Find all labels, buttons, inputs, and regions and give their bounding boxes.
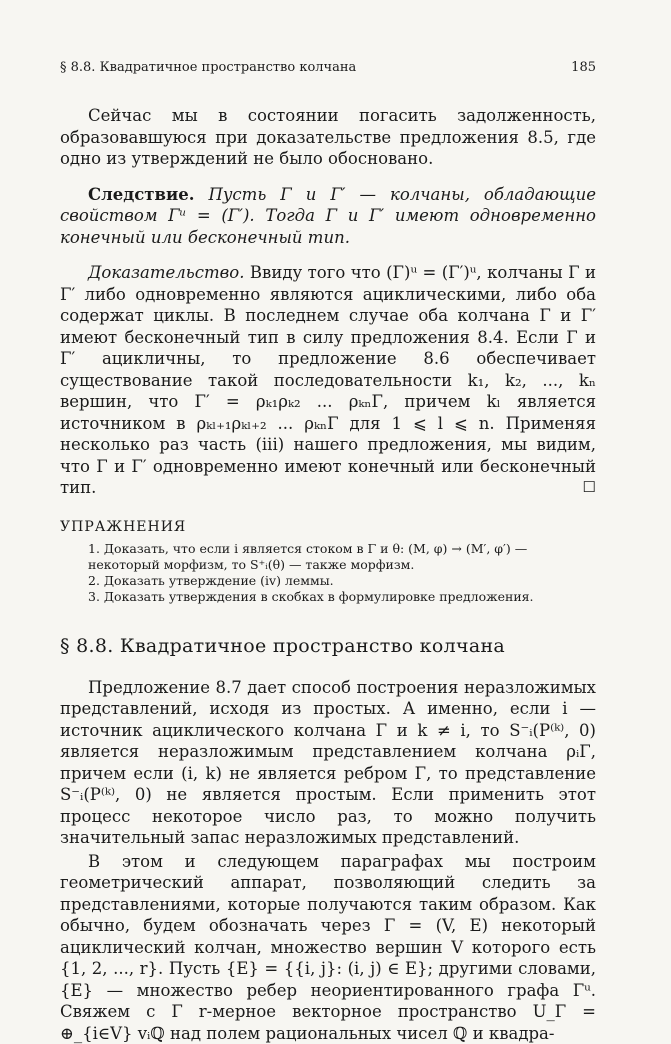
corollary-paragraph <box>60 184 596 249</box>
section-title: § 8.8. Квадратичное пространство колчана <box>60 635 596 657</box>
section-paragraph-2: В этом и следующем параграфах мы построим геометрический аппарат, позволяющий следить за представлениями, которые получаются таким образом. Как обычно, будем обозначать через Γ = (V, E) некоторый ациклический колчан, множество вершин V которого есть {1, 2, ..., r}. Пусть {E} = {{i, j}: (i, j) ∈ E}; другими словами, {E} — множество ребер неориентированного графа Γᵘ. Свяжем с Γ r-мерное векторное пространство U_Γ = ⊕_{i∈V} vᵢℚ над полем рациональных чисел ℚ и квадра- <box>60 851 596 1044</box>
intro-paragraph: Сейчас мы в состоянии погасить задолженность, образовавшуюся при доказательстве предложения 8.5, где одно из утверждений не было обосновано. <box>60 105 596 170</box>
book-page <box>60 60 596 1044</box>
exercise-item: 2. Доказать утверждение (iv) леммы. <box>88 573 596 589</box>
proof-label: Доказательство. <box>88 263 244 282</box>
running-head <box>60 60 596 75</box>
exercises-list <box>60 541 596 605</box>
section-paragraph-1: Предложение 8.7 дает способ построения неразложимых представлений, исходя из простых. А именно, если i — источник ациклического колчана Γ и k ≠ i, то S⁻ᵢ(P⁽ᵏ⁾, 0) является неразложимым представлением колчана ρᵢΓ, причем если (i, k) не является ребром Γ, то представление S⁻ᵢ(P⁽ᵏ⁾, 0) не является простым. Если применить этот процесс некоторое число раз, то можно получить значительный запас неразложимых представлений. <box>60 677 596 849</box>
running-head-title: § 8.8. Квадратичное пространство колчана <box>60 60 356 75</box>
proof-paragraph <box>60 262 596 499</box>
exercises-title: УПРАЖНЕНИЯ <box>60 519 596 535</box>
proof-text: Ввиду того что (Γ)ᵘ = (Γ′)ᵘ, колчаны Γ и Γ′ либо одновременно являются ациклическими, либо оба содержат циклы. В последнем случае оба колчана Γ и Γ′ имеют бесконечный тип в силу предложения 8.4. Если Γ и Γ′ ацикличны, то предложение 8.6 обеспечивает существование такой последовательности k₁, k₂, ..., kₙ вершин, что Γ′ = ρₖ₁ρₖ₂ ... ρₖₙΓ, причем kₗ является источником в ρₖₗ₊₁ρₖₗ₊₂ ... ρₖₙΓ для 1 ⩽ l ⩽ n. Применяя несколько раз часть (iii) нашего предложения, мы видим, что Γ и Γ′ одновременно имеют конечный или бесконечный тип. <box>60 263 596 497</box>
corollary-label: Следствие. <box>88 185 194 204</box>
qed-symbol: ☐ <box>555 477 596 499</box>
corollary-text: Пусть Γ и Γ′ — колчаны, обладающие свойством Γᵘ = (Γ′). Тогда Γ и Γ′ имеют одновременно конечный или бесконечный тип. <box>60 185 596 247</box>
exercise-item: 3. Доказать утверждения в скобках в формулировке предложения. <box>88 589 596 605</box>
exercise-item: 1. Доказать, что если i является стоком в Γ и θ: (M, φ) → (M′, φ′) — некоторый морфизм, то S⁺ᵢ(θ) — также морфизм. <box>88 541 596 573</box>
page-number: 185 <box>571 60 596 75</box>
